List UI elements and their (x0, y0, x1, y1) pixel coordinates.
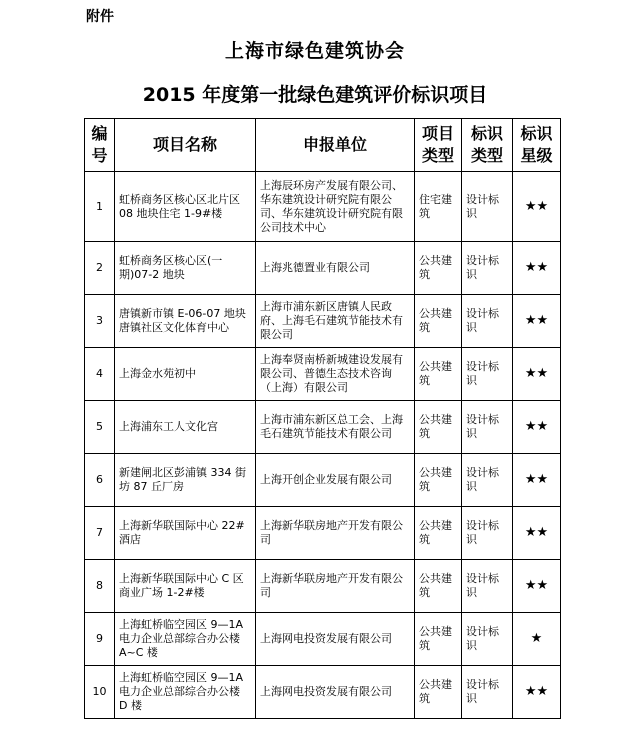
cell-project-type: 住宅建筑 (415, 172, 462, 242)
cell-project-name: 新建闸北区彭浦镇 334 街坊 87 丘厂房 (115, 454, 256, 507)
cell-project-type: 公共建筑 (415, 295, 462, 348)
cell-label-type: 设计标识 (462, 348, 513, 401)
table-header-row (85, 119, 561, 172)
cell-no: 4 (85, 348, 115, 401)
header-project-name: 项目名称 (115, 119, 256, 172)
table-row (85, 295, 561, 348)
cell-star-level: ★★ (513, 666, 561, 719)
cell-star-level: ★★ (513, 507, 561, 560)
cell-project-name: 虹桥商务区核心区北片区 08 地块住宅 1-9#楼 (115, 172, 256, 242)
cell-star-level: ★★ (513, 348, 561, 401)
table-row (85, 401, 561, 454)
cell-applicant: 上海兆德置业有限公司 (256, 242, 415, 295)
attachment-label: 附件 (86, 9, 114, 25)
cell-star-level: ★★ (513, 295, 561, 348)
cell-no: 9 (85, 613, 115, 666)
cell-applicant: 上海辰环房产发展有限公司、华东建筑设计研究院有限公司、华东建筑设计研究院有限公司技术中心 (256, 172, 415, 242)
cell-star-level: ★ (513, 613, 561, 666)
cell-project-name: 上海新华联国际中心 C 区商业广场 1-2#楼 (115, 560, 256, 613)
cell-label-type: 设计标识 (462, 401, 513, 454)
cell-project-name: 上海虹桥临空园区 9—1A 电力企业总部综合办公楼 D 楼 (115, 666, 256, 719)
cell-project-type: 公共建筑 (415, 242, 462, 295)
cell-project-name: 唐镇新市镇 E-06-07 地块唐镇社区文化体育中心 (115, 295, 256, 348)
table-row (85, 666, 561, 719)
cell-label-type: 设计标识 (462, 242, 513, 295)
cell-no: 7 (85, 507, 115, 560)
cell-label-type: 设计标识 (462, 560, 513, 613)
cell-applicant: 上海网电投资发展有限公司 (256, 613, 415, 666)
header-project-type: 项目 类型 (415, 119, 462, 172)
cell-label-type: 设计标识 (462, 507, 513, 560)
cell-star-level: ★★ (513, 172, 561, 242)
cell-no: 1 (85, 172, 115, 242)
table-row (85, 613, 561, 666)
cell-applicant: 上海市浦东新区总工会、上海毛石建筑节能技术有限公司 (256, 401, 415, 454)
cell-project-name: 上海金水苑初中 (115, 348, 256, 401)
table-row (85, 454, 561, 507)
cell-applicant: 上海市浦东新区唐镇人民政府、上海毛石建筑节能技术有限公司 (256, 295, 415, 348)
cell-project-type: 公共建筑 (415, 401, 462, 454)
header-applicant: 申报单位 (256, 119, 415, 172)
cell-star-level: ★★ (513, 242, 561, 295)
cell-project-type: 公共建筑 (415, 348, 462, 401)
table-row (85, 348, 561, 401)
cell-project-name: 上海新华联国际中心 22#酒店 (115, 507, 256, 560)
header-label-type: 标识 类型 (462, 119, 513, 172)
cell-applicant: 上海网电投资发展有限公司 (256, 666, 415, 719)
cell-label-type: 设计标识 (462, 295, 513, 348)
cell-no: 10 (85, 666, 115, 719)
cell-no: 8 (85, 560, 115, 613)
cell-applicant: 上海新华联房地产开发有限公司 (256, 560, 415, 613)
cell-no: 6 (85, 454, 115, 507)
document-subtitle: 2015 年度第一批绿色建筑评价标识项目 (142, 84, 488, 106)
cell-label-type: 设计标识 (462, 613, 513, 666)
cell-label-type: 设计标识 (462, 666, 513, 719)
cell-project-name: 上海虹桥临空园区 9—1A 电力企业总部综合办公楼 A~C 楼 (115, 613, 256, 666)
cell-project-type: 公共建筑 (415, 454, 462, 507)
cell-project-name: 虹桥商务区核心区(一期)07-2 地块 (115, 242, 256, 295)
header-star-level: 标识 星级 (513, 119, 561, 172)
table-row (85, 507, 561, 560)
table-row (85, 242, 561, 295)
cell-applicant: 上海新华联房地产开发有限公司 (256, 507, 415, 560)
table-row (85, 560, 561, 613)
cell-star-level: ★★ (513, 454, 561, 507)
cell-no: 5 (85, 401, 115, 454)
cell-project-type: 公共建筑 (415, 560, 462, 613)
cell-label-type: 设计标识 (462, 172, 513, 242)
cell-star-level: ★★ (513, 401, 561, 454)
cell-project-type: 公共建筑 (415, 666, 462, 719)
cell-no: 3 (85, 295, 115, 348)
cell-project-name: 上海浦东工人文化宫 (115, 401, 256, 454)
cell-project-type: 公共建筑 (415, 613, 462, 666)
cell-star-level: ★★ (513, 560, 561, 613)
project-table (84, 118, 561, 719)
cell-no: 2 (85, 242, 115, 295)
cell-label-type: 设计标识 (462, 454, 513, 507)
cell-applicant: 上海开创企业发展有限公司 (256, 454, 415, 507)
table-row (85, 172, 561, 242)
header-no: 编 号 (85, 119, 115, 172)
cell-applicant: 上海奉贤南桥新城建设发展有限公司、普德生态技术咨询（上海）有限公司 (256, 348, 415, 401)
document-title: 上海市绿色建筑协会 (224, 40, 405, 62)
cell-project-type: 公共建筑 (415, 507, 462, 560)
